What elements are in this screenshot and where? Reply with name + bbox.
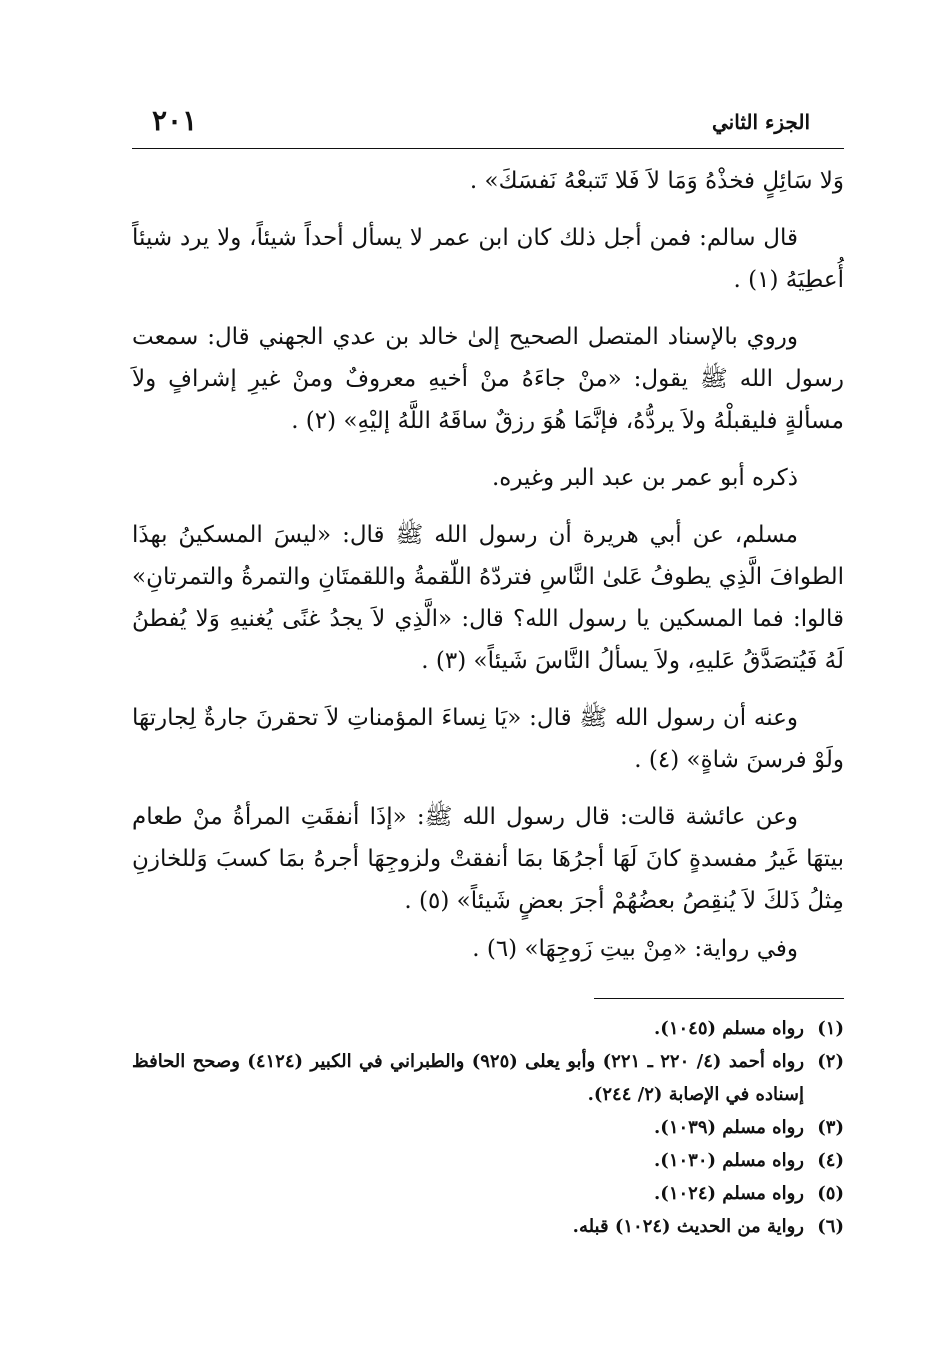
footnote-text: رواه مسلم (١٠٤٥). [654,1018,804,1039]
footnotes [132,1012,844,1243]
paragraph: وروي بالإسناد المتصل الصحيح إلىٰ خالد بن عدي الجهني قال: سمعت رسول الله ﷺ يقول: «منْ جاءَهُ منْ أخيهِ معروفٌ ومنْ غيرِ إشرافٍ ولاَ مسألةٍ فليقبلْهُ ولاَ يردُّهُ، فإنَّمَا هُوَ رزقٌ ساقَهُ اللَّهُ إليْهِ» (٢) . [132,324,844,434]
running-header [132,104,810,146]
footnote-text: رواه أحمد (٤/ ٢٢٠ ـ ٢٢١) وأبو يعلى (٩٢٥) والطبراني في الكبير (٤١٢٤) وصحح الحافظ إسناده في الإصابة (٢/ ٢٤٤). [132,1051,805,1105]
header-rule [132,148,844,149]
footnote [132,1144,844,1177]
paragraph: وعن عائشة قالت: قال رسول الله ﷺ: «إذَا أنفقَتِ المرأةُ منْ طعام بيتهَا غَيرُ مفسدةٍ كانَ لَهَا أجرُهَا بمَا أنفقتْ ولزوجِهَا أجرهُ بمَا كسبَ وَللخازنِ مِثلُ ذَلكَ لاَ يُنقِصُ بعضُهُمْ أجرَ بعضٍ شَيئاً» (٥) . [132,804,844,914]
footnote-number: (١) [817,1018,844,1039]
footnote-text: رواه مسلم (١٠٣٩). [654,1117,804,1138]
paragraph: وعنه أن رسول الله ﷺ قال: «يَا نِساءَ المؤمناتِ لاَ تحقرنَ جارةٌ لِجارتهَا ولَوْ فرسنَ شاةٍ» (٤) . [132,705,844,773]
footnote [132,1111,844,1144]
footnote-number: (٥) [817,1183,844,1204]
main-text [132,160,844,985]
page-number: ٢٠١ [152,104,198,137]
footnote-number: (٢) [817,1051,844,1072]
footnote [132,1012,844,1045]
footnote-text: رواية من الحديث (١٠٢٤) قبله. [572,1216,804,1237]
paragraph: قال سالم: فمن أجل ذلك كان ابن عمر لا يسأل أحداً شيئاً، ولا يرد شيئاً أُعطِيَهُ (١) . [132,225,844,293]
paragraph: وفي رواية: «مِنْ بيتِ زَوجِهَا» (٦) . [472,936,798,962]
footnote-number: (٣) [817,1117,844,1138]
part-title: الجزء الثاني [712,110,810,134]
paragraph: ذكره أبو عمر بن عبد البر وغيره. [492,465,798,491]
footnote-number: (٦) [817,1216,844,1237]
footnote [132,1177,844,1210]
paragraph: مسلم، عن أبي هريرة أن رسول الله ﷺ قال: «ليسَ المسكينُ بهذَا الطوافَ الَّذِي يطوفُ عَلىٰ النَّاسِ فتردّهُ اللّقمةُ واللقمتَانِ والتمرةُ والتمرتانِ» قالوا: فما المسكين يا رسول الله؟ قال: «الَّذِي لاَ يجدُ غنًى يُغنيهِ وَلا يُفطنُ لَهُ فَيُتصَدَّقُ عَليهِ، ولاَ يسألُ النَّاسَ شَيئاً» (٣) . [132,522,844,674]
footnote-rule [594,998,844,999]
footnote [132,1045,844,1111]
footnote [132,1210,844,1243]
footnote-number: (٤) [817,1150,844,1171]
footnote-text: رواه مسلم (١٠٢٤). [654,1183,804,1204]
paragraph: وَلا سَائِلٍ فخذْهُ وَمَا لاَ فَلا تَتبعْهُ نَفسَكَ» . [469,168,844,194]
footnote-text: رواه مسلم (١٠٣٠). [654,1150,804,1171]
